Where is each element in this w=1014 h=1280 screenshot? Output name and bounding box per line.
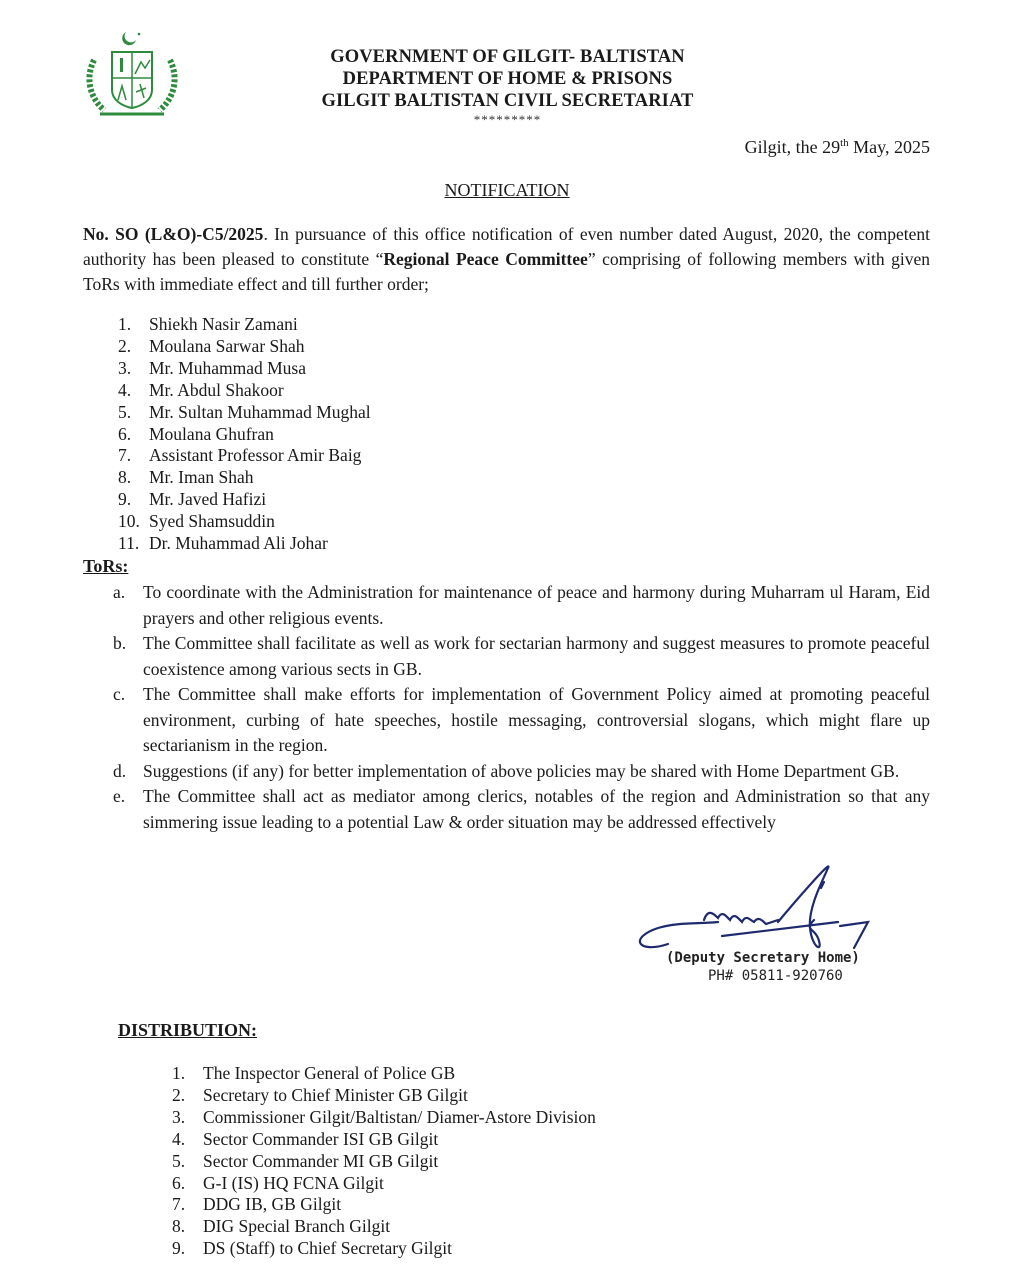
tor-item <box>113 631 930 682</box>
member-name: Shiekh Nasir Zamani <box>149 314 298 334</box>
item-number: 3. <box>172 1106 186 1127</box>
distribution-heading: DISTRIBUTION: <box>118 1020 258 1040</box>
item-number: 8. <box>118 467 132 488</box>
tor-text: The Committee shall act as mediator among clerics, notables of the region and Administration so that any simmering issue leading to a potential Law & order situation may be addressed effectively <box>143 786 930 832</box>
member-name: Moulana Sarwar Shah <box>149 335 305 356</box>
letterhead <box>250 46 765 128</box>
item-number: 3. <box>118 357 132 378</box>
member-name: Mr. Muhammad Musa <box>149 357 307 378</box>
tor-letter: b. <box>113 633 127 653</box>
list-item <box>172 1173 596 1195</box>
item-number: 6. <box>172 1172 186 1193</box>
reference-number: No. SO (L&O)-C5/2025 <box>83 224 264 244</box>
committee-name: Regional Peace Committee <box>383 249 588 269</box>
list-item <box>118 467 371 489</box>
list-item <box>172 1129 596 1151</box>
members-list <box>118 314 371 555</box>
gilgit-baltistan-emblem-icon <box>80 26 184 126</box>
list-item <box>172 1151 596 1173</box>
letterhead-government: GOVERNMENT OF GILGIT- BALTISTAN <box>330 47 685 67</box>
signatory-title: (Deputy Secretary Home) <box>666 950 860 966</box>
signatory-phone: PH# 05811-920760 <box>708 968 843 984</box>
list-item <box>118 358 371 380</box>
item-number: 6. <box>118 423 132 444</box>
list-item <box>118 380 371 402</box>
item-number: 2. <box>118 335 132 356</box>
tor-text: The Committee shall facilitate as well as work for sectarian harmony and suggest measures to promote peaceful coexistence among various sects in GB. <box>143 633 930 679</box>
date-ordinal: th <box>840 137 849 149</box>
item-number: 10. <box>118 511 140 532</box>
distribution-list <box>172 1063 596 1260</box>
list-item <box>118 314 371 336</box>
date-rest: May, 2025 <box>848 137 930 157</box>
item-number: 9. <box>172 1238 186 1259</box>
letterhead-stars: ********* <box>473 112 542 127</box>
list-item <box>118 336 371 358</box>
member-name: Mr. Javed Hafizi <box>149 489 267 510</box>
tor-text: Suggestions (if any) for better implementation of above policies may be shared with Home Department GB. <box>143 760 900 781</box>
item-number: 4. <box>172 1128 186 1149</box>
recipient: Sector Commander ISI GB Gilgit <box>203 1128 439 1149</box>
letterhead-secretariat: GILGIT BALTISTAN CIVIL SECRETARIAT <box>321 91 694 111</box>
member-name: Mr. Abdul Shakoor <box>149 379 284 400</box>
recipient: The Inspector General of Police GB <box>203 1063 456 1083</box>
tor-item <box>113 682 930 759</box>
member-name: Dr. Muhammad Ali Johar <box>149 533 328 554</box>
list-item <box>118 533 371 555</box>
item-number: 8. <box>172 1216 186 1237</box>
member-name: Syed Shamsuddin <box>149 511 275 532</box>
tor-text: The Committee shall make efforts for implementation of Government Policy aimed at promoting peaceful environment, curbing of hate speeches, hostile messaging, controversial slogans, which might flare up sectarianism in the region. <box>143 684 930 755</box>
tor-text: To coordinate with the Administration for maintenance of peace and harmony during Muharram ul Haram, Eid prayers and other religious events. <box>143 582 930 628</box>
signature-icon <box>628 858 918 958</box>
list-item <box>172 1107 596 1129</box>
item-number: 5. <box>172 1150 186 1171</box>
list-item <box>172 1063 596 1085</box>
date-prefix: Gilgit, the 29 <box>744 137 841 157</box>
member-name: Mr. Iman Shah <box>149 467 254 488</box>
item-number: 9. <box>118 489 132 510</box>
recipient: G-I (IS) HQ FCNA Gilgit <box>203 1172 384 1193</box>
recipient: Sector Commander MI GB Gilgit <box>203 1150 439 1171</box>
item-number: 11. <box>118 533 140 554</box>
paragraph-text-2: ” comprising of following members with given ToRs with immediate effect and till further order; <box>83 249 931 294</box>
item-number: 1. <box>118 314 132 334</box>
recipient: Secretary to Chief Minister GB Gilgit <box>203 1084 468 1105</box>
item-number: 4. <box>118 379 132 400</box>
list-item <box>118 424 371 446</box>
member-name: Moulana Ghufran <box>149 423 274 444</box>
paragraph-text-1: . In pursuance of this office notification of even number dated August, 2020, the competent authority has been pleased to constitute “ <box>83 224 931 269</box>
list-item <box>172 1216 596 1238</box>
item-number: 7. <box>172 1194 186 1215</box>
document-date <box>745 137 930 158</box>
list-item <box>172 1194 596 1216</box>
item-number: 1. <box>172 1063 186 1083</box>
letterhead-department: DEPARTMENT OF HOME & PRISONS <box>342 69 673 89</box>
list-item <box>118 489 371 511</box>
tor-letter: d. <box>113 760 127 781</box>
notification-paragraph <box>83 222 930 297</box>
tors-list <box>113 580 930 835</box>
tors-heading: ToRs: <box>83 556 129 576</box>
item-number: 2. <box>172 1084 186 1105</box>
tor-letter: e. <box>113 786 126 806</box>
list-item <box>172 1085 596 1107</box>
tor-item <box>113 580 930 631</box>
member-name: Assistant Professor Amir Baig <box>149 445 362 466</box>
tor-letter: a. <box>113 582 126 602</box>
tor-item <box>113 784 930 835</box>
notification-title: NOTIFICATION <box>444 180 570 200</box>
recipient: DDG IB, GB Gilgit <box>203 1194 342 1215</box>
member-name: Mr. Sultan Muhammad Mughal <box>149 401 371 422</box>
recipient: DIG Special Branch Gilgit <box>203 1216 391 1237</box>
list-item <box>172 1238 596 1260</box>
tor-item <box>113 759 930 785</box>
item-number: 7. <box>118 445 132 466</box>
recipient: DS (Staff) to Chief Secretary Gilgit <box>203 1238 452 1259</box>
tor-letter: c. <box>113 684 126 704</box>
item-number: 5. <box>118 401 132 422</box>
list-item <box>118 511 371 533</box>
list-item <box>118 445 371 467</box>
recipient: Commissioner Gilgit/Baltistan/ Diamer-Astore Division <box>203 1106 596 1127</box>
list-item <box>118 402 371 424</box>
